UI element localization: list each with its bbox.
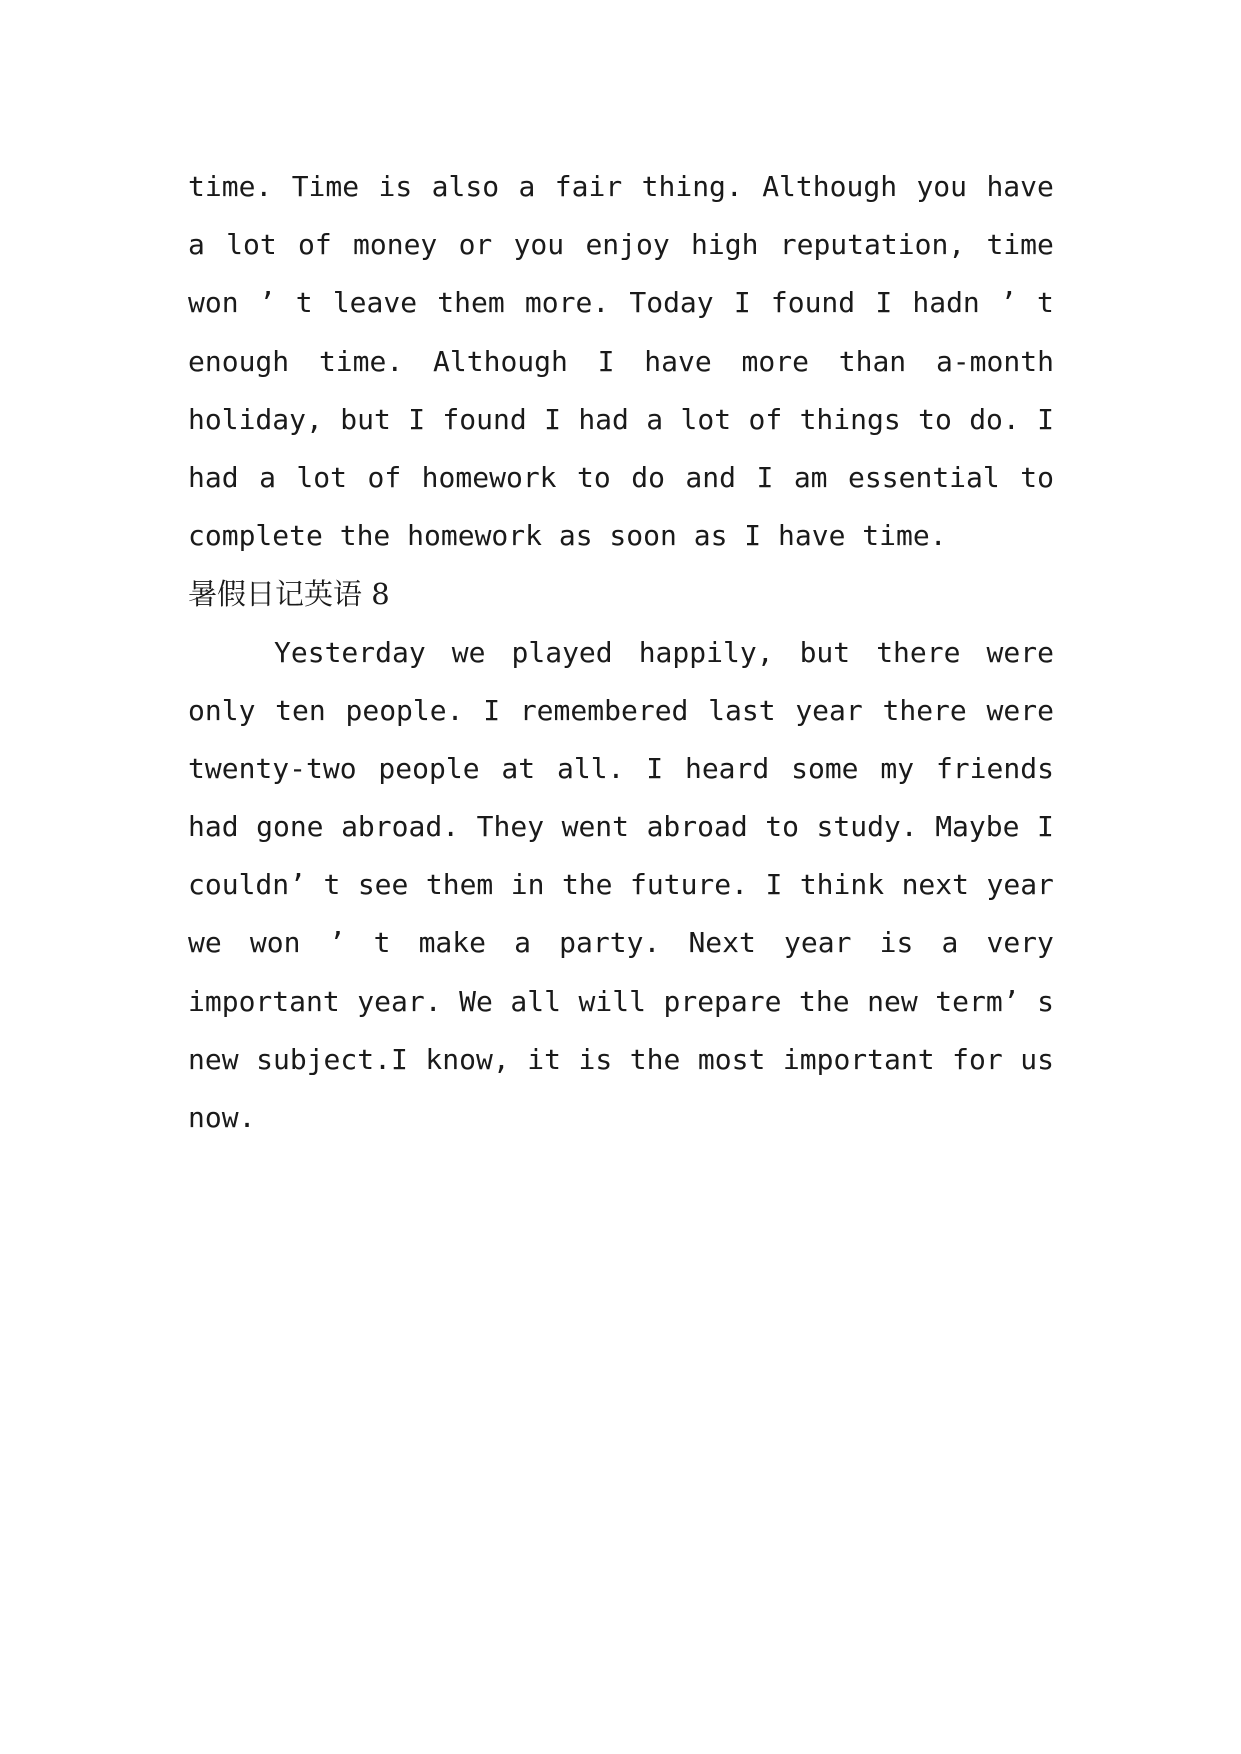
word: lot bbox=[296, 460, 347, 494]
word: but bbox=[799, 635, 851, 669]
word: abroad bbox=[646, 810, 748, 844]
text-line bbox=[188, 624, 1054, 682]
word: t bbox=[323, 868, 341, 902]
text-line bbox=[188, 333, 1054, 391]
word: also bbox=[431, 170, 500, 203]
paragraph-2 bbox=[188, 624, 1054, 1148]
word: important bbox=[188, 984, 340, 1018]
word: see bbox=[357, 868, 409, 902]
word: people. bbox=[345, 693, 464, 727]
word: to bbox=[1020, 460, 1054, 494]
word: were bbox=[986, 693, 1054, 727]
word: is bbox=[378, 170, 413, 203]
word: the bbox=[629, 1042, 681, 1076]
word: at bbox=[501, 751, 536, 785]
word: time. bbox=[318, 344, 404, 378]
word: do. bbox=[969, 402, 1020, 436]
word: happily, bbox=[638, 635, 774, 669]
word: but bbox=[340, 402, 391, 436]
text-line bbox=[188, 914, 1054, 972]
word: will bbox=[578, 984, 646, 1018]
text-line-last: complete the homework as soon as I have time. bbox=[188, 519, 947, 553]
word: heard bbox=[684, 751, 770, 785]
word: I bbox=[597, 344, 615, 378]
word: had bbox=[188, 810, 239, 844]
word: some bbox=[791, 751, 859, 785]
word: remembered bbox=[519, 693, 689, 727]
word: for bbox=[952, 1042, 1003, 1076]
word: people bbox=[378, 751, 480, 785]
word: study. bbox=[816, 810, 918, 844]
word: lot bbox=[226, 228, 277, 262]
word: do bbox=[631, 460, 665, 494]
word: won bbox=[188, 286, 239, 320]
text-line bbox=[188, 740, 1054, 798]
text-line bbox=[188, 682, 1054, 740]
word: most bbox=[697, 1042, 766, 1076]
word: my bbox=[880, 751, 915, 785]
word: a bbox=[259, 460, 276, 494]
word: year. bbox=[357, 984, 442, 1018]
word: gone bbox=[256, 810, 324, 844]
word: I bbox=[765, 868, 783, 902]
text-line bbox=[188, 274, 1054, 332]
word: t bbox=[373, 926, 391, 960]
word: won bbox=[249, 926, 301, 960]
word: money bbox=[353, 228, 438, 262]
word: homework bbox=[421, 460, 557, 494]
word: holiday, bbox=[188, 402, 323, 436]
word: have bbox=[986, 170, 1054, 203]
word: or bbox=[458, 228, 493, 262]
word: am bbox=[793, 460, 828, 494]
word: I bbox=[1037, 810, 1054, 844]
word: enough bbox=[188, 344, 290, 378]
word: lot bbox=[680, 402, 732, 436]
text-line bbox=[188, 1031, 1054, 1089]
text-line bbox=[188, 391, 1054, 449]
word: abroad. bbox=[341, 810, 460, 844]
word: had bbox=[188, 460, 239, 494]
word: them bbox=[425, 868, 494, 902]
word: Although bbox=[433, 344, 568, 378]
word: party. bbox=[559, 926, 661, 960]
word: all bbox=[510, 984, 561, 1018]
text-line bbox=[188, 449, 1054, 507]
text-line bbox=[188, 973, 1054, 1031]
word: Time bbox=[291, 170, 360, 203]
word: a bbox=[941, 926, 959, 960]
word: things bbox=[799, 402, 901, 436]
word: I bbox=[733, 286, 751, 320]
text-line bbox=[188, 216, 1054, 274]
word: ’ bbox=[328, 926, 346, 960]
word: to bbox=[918, 402, 952, 436]
word: there bbox=[882, 693, 967, 727]
word: us bbox=[1020, 1042, 1054, 1076]
word: you bbox=[916, 170, 968, 203]
word: them bbox=[437, 286, 505, 320]
word: We bbox=[459, 984, 493, 1018]
word: think bbox=[799, 868, 885, 902]
word: of bbox=[748, 402, 783, 436]
word: Next bbox=[688, 926, 756, 960]
word: the bbox=[561, 868, 613, 902]
text-line bbox=[188, 158, 1054, 216]
word: I bbox=[646, 751, 664, 785]
word: than bbox=[838, 344, 907, 378]
word: of bbox=[367, 460, 402, 494]
word: time bbox=[986, 228, 1054, 262]
word: is bbox=[879, 926, 914, 960]
word: more bbox=[741, 344, 809, 378]
word: found bbox=[442, 402, 527, 436]
word: I bbox=[875, 286, 893, 320]
word: you bbox=[513, 228, 565, 262]
word: have bbox=[644, 344, 712, 378]
word: essential bbox=[848, 460, 1000, 494]
word: had bbox=[578, 402, 629, 436]
word: went bbox=[561, 810, 630, 844]
word: last bbox=[708, 693, 776, 727]
word: in bbox=[510, 868, 545, 902]
word: enjoy bbox=[585, 228, 670, 262]
word: year bbox=[784, 926, 852, 960]
word: ten bbox=[275, 693, 326, 727]
word: future. bbox=[630, 868, 749, 902]
word: time. bbox=[188, 170, 273, 203]
text-line bbox=[188, 798, 1054, 856]
word: s bbox=[1037, 984, 1054, 1018]
word: I bbox=[1037, 402, 1054, 436]
word: reputation, bbox=[779, 228, 966, 262]
word: new bbox=[867, 984, 918, 1018]
word: friends bbox=[935, 751, 1054, 785]
document-body bbox=[188, 158, 1054, 1147]
word: I bbox=[408, 402, 426, 436]
word: played bbox=[511, 635, 613, 669]
word: They bbox=[476, 810, 545, 844]
word: to bbox=[577, 460, 611, 494]
section-heading: 暑假日记英语 8 bbox=[188, 577, 390, 612]
word: a bbox=[188, 228, 205, 262]
word: is bbox=[578, 1042, 613, 1076]
word: very bbox=[986, 926, 1054, 960]
word: all. bbox=[556, 751, 625, 785]
word: it bbox=[527, 1042, 561, 1076]
word: ’ bbox=[258, 286, 276, 320]
word: a bbox=[646, 402, 664, 436]
word: I bbox=[756, 460, 774, 494]
word: Although bbox=[762, 170, 898, 203]
word: important bbox=[782, 1042, 935, 1076]
word: only bbox=[188, 693, 256, 727]
word: thing. bbox=[641, 170, 743, 203]
word: t bbox=[1037, 286, 1054, 320]
text-line-last: now. bbox=[188, 1101, 256, 1134]
word: prepare bbox=[663, 984, 782, 1018]
word: new bbox=[188, 1042, 239, 1076]
word: hadn bbox=[912, 286, 980, 320]
word: I bbox=[483, 693, 501, 727]
word: t bbox=[295, 286, 313, 320]
word: were bbox=[986, 635, 1054, 669]
word: a-month bbox=[935, 344, 1054, 378]
word: leave bbox=[332, 286, 418, 320]
word: there bbox=[876, 635, 961, 669]
word: Today bbox=[629, 286, 714, 320]
word: couldn’ bbox=[188, 868, 307, 902]
word: Maybe bbox=[935, 810, 1020, 844]
paragraph-1 bbox=[188, 158, 1054, 565]
word: subject.I bbox=[256, 1042, 408, 1076]
word: make bbox=[418, 926, 487, 960]
word: a bbox=[514, 926, 532, 960]
word: fair bbox=[554, 170, 623, 203]
word: year bbox=[986, 868, 1054, 902]
word: the bbox=[799, 984, 850, 1018]
word: twenty-two bbox=[188, 751, 357, 785]
word: Yesterday bbox=[274, 635, 426, 669]
word: a bbox=[518, 170, 536, 203]
word: high bbox=[691, 228, 759, 262]
word: of bbox=[298, 228, 332, 262]
word: we bbox=[188, 926, 222, 960]
word: ’ bbox=[999, 286, 1017, 320]
word: and bbox=[685, 460, 736, 494]
word: found bbox=[770, 286, 856, 320]
text-line bbox=[188, 856, 1054, 914]
word: we bbox=[451, 635, 486, 669]
word: I bbox=[544, 402, 561, 436]
word: more. bbox=[524, 286, 610, 320]
word: year bbox=[795, 693, 863, 727]
word: term’ bbox=[935, 984, 1020, 1018]
word: know, bbox=[425, 1042, 510, 1076]
word: next bbox=[901, 868, 970, 902]
word: to bbox=[765, 810, 799, 844]
